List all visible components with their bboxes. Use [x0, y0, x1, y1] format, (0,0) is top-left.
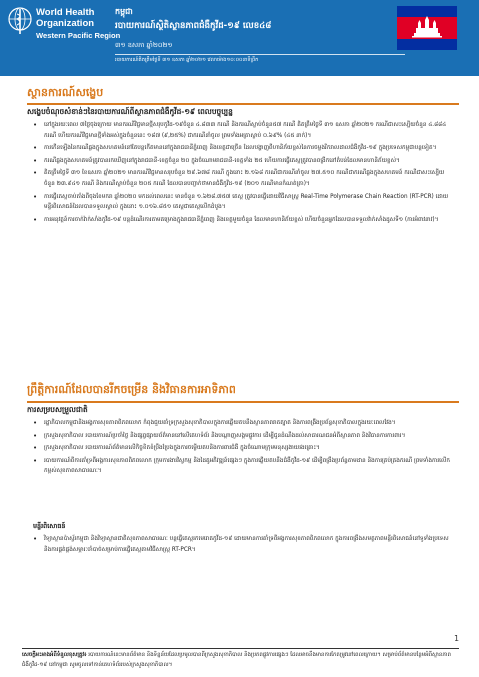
section-rule-activities [27, 401, 459, 403]
summary-bullet: • គិតត្រឹមថ្ងៃទី ៣១ ខែឧសភា ឆ្នាំ២០២១ មានករណីវិជ្ជមានសរុបចំនួន ២៩.៦៧៨ ករណី ក្នុងនោះ ២.១៦៨ ករណីជាករណីនាំចូល ២៧.៥១០ ករណីជាករណីឆ្លងក្នុងសហគមន៍ ករណីជាសះស្បើយចំនួន ២៣.៩៤១ ករណី និងករណីស្លាប់ចំនួន ២០៥ ករណី ដែលបានបញ្ជាក់ថាមានជំងឺកូវីដ-១៩ (២០១ ករណីមានកំណត់ត្រា)។ [33, 168, 453, 189]
coordination-bullet: • ក្រសួងសុខាភិបាល របាយការណ៍ព័ត៌មានលើកិច្ចខិតខំប្រឹងប្រែងក្នុងការចម្លើយតបនិងការពារជំងឺ ក្នុងចំណោមក្រុមមនុស្សងាយរងគ្រោះ។ [33, 443, 453, 454]
coordination-bullet: • របាយការណ៍ពីការគាំទ្រពីអង្គការសុខភាពពិភពលោក ក្រុមការងារវិស្វកម្ម និងដៃគូអភិវឌ្ឍន៍ផ្សេងៗ ក្នុងការឆ្លើយតបនឹងជំងឺកូវីដ-១៩ ដើម្បីពង្រឹងប្រព័ន្ធតាមដាន និងការគ្រប់គ្រងករណី ព្រមទាំងការលើកកម្ពស់សុខភាពសាធារណៈ។ [33, 456, 453, 477]
footer-label: សេចក្ដីអះអាងអំពីទំនួលខុសត្រូវ៖ [22, 652, 87, 658]
section-title-activities: ព្រឹត្តិការណ៍ដែលបានរីកចម្រើន និងវិធានការអាទិភាព [27, 383, 236, 396]
activities-subtitle: ការសម្របសម្រួលជាតិ [27, 405, 88, 414]
laboratory-bullet: • វិទ្យាស្ថានប៉ាស្ទ័រកម្ពុជា និងវិទ្យាស្ថានជាតិសុខភាពសាធារណៈ បន្តធ្វើតេស្តរកមេរោគកូវីដ-១៩ ដោយមានការគាំទ្រពីអង្គការសុខភាពពិភពលោក ក្នុងការពង្រឹងសមត្ថភាពមន្ទីរពិសោធន៍នៅទូទាំងប្រទេស និងការផ្គត់ផ្គង់សម្ភារៈចាំបាច់សម្រាប់ការធ្វើតេស្តតាមវិធីសាស្ត្រ RT-PCR។ [33, 534, 453, 555]
section-title-summary: ស្ថានការណ៍សង្ខេប [27, 86, 104, 99]
who-name-line2: Organization [36, 18, 95, 29]
who-region: Western Pacific Region [36, 31, 121, 40]
section-rule-summary [27, 103, 459, 105]
data-as-of: របាយការណ៍គិតត្រឹមថ្ងៃទី ៣១ ឧសភា ឆ្នាំ២០២១ វេលាម៉ោង១០:០០នាទីព្រឹក [115, 57, 259, 63]
footer-text: របាយការណ៍នេះមានព័ត៌មាន និងទិន្នន័យដែលប្រមូលបានពីក្រសួងសុខាភិបាល និងប្រភពផ្លូវការផ្សេងៗ ដែលអាចនឹងមានការកែតម្រូវនៅពេលក្រោយ។ សម្រាប់ព័ត៌មានបន្ថែមអំពីស្ថានភាពជំងឺកូវីដ-១៩ នៅកម្ពុជា សូមចូលទៅកាន់គេហទំព័ររបស់ក្រសួងសុខាភិបាល។ [22, 652, 451, 668]
coordination-bullet: • ក្រសួងសុខាភិបាល របាយការណ៍ប្រចាំថ្ងៃ និងផ្សព្វផ្សាយព័ត៌មាននៅលើគេហទំព័រ និងបណ្ដាញសង្គមផ្លូវការ ដើម្បីជូនដំណឹងដល់សាធារណជនអំពីស្ថានភាព និងវិធានការការពារ។ [33, 431, 453, 442]
coordination-bullet-list [33, 418, 453, 479]
report-header [0, 0, 479, 76]
summary-bullet: • ករណីឆ្លងក្នុងសហគមន៍ត្រូវបានរកឃើញនៅក្នុងរាជធានី-ខេត្តចំនួន ២០ ក្នុងចំណោមរាជធានី-ខេត្តទាំង ២៥ ហើយការធ្វើតេស្តត្រូវបានពង្រីកនៅតំបន់ដែលមានហានិភ័យខ្ពស់។ [33, 156, 453, 167]
laboratory-bullet-list [33, 534, 453, 557]
page-number: 1 [454, 634, 460, 643]
who-emblem-icon [7, 6, 33, 36]
cambodia-flag-icon [397, 6, 457, 50]
footer-disclaimer [22, 651, 459, 670]
coordination-bullet: • រដ្ឋាភិបាលកម្ពុជានិងអង្គការសុខភាពពិភពលោក កំពុងជួយគាំទ្រក្រសួងសុខាភិបាលក្នុងការឆ្លើយតបនឹងស្ថានភាពរាតត្បាត និងការពង្រឹងប្រព័ន្ធសុខាភិបាលក្នុងរយៈពេលវែង។ [33, 418, 453, 429]
summary-bullet: • ការធ្វើតេស្តចាប់តាំងពីចុងខែមករា ឆ្នាំ២០២០ មកដល់ពេលនេះ មានចំនួន ១.៦២៨.៧៥៧ តេស្ត ត្រូវបានធ្វើដោយវិធីសាស្ត្រ Real-Time Polymerase Chain Reaction (RT-PCR) ដោយមន្ទីរពិសោធន៍ដែលបានទទួលស្គាល់ ក្នុងនោះ ១.០១៦.៨៥១ តេស្តជាតេស្តលើកដំបូង។ [33, 192, 453, 213]
laboratory-heading: មន្ទីរពិសោធន៍ [33, 522, 66, 530]
country-name: កម្ពុជា [115, 7, 133, 16]
summary-bullet-list [33, 120, 453, 227]
who-name-line1: World Health [36, 7, 95, 18]
summary-bullet: • ការកើនឡើងនៃករណីឆ្លងក្នុងសហគមន៍នៅតែបន្តកើតមាននៅក្នុងរាជធានីភ្នំពេញ និងខេត្តជាច្រើន ដែលបង្ហាញពីហានិភ័យខ្ពស់នៃការចម្លងរីករាលដាលជំងឺកូវីដ-១៩ ក្នុងប្រទេសកម្ពុជាបន្តទៀត។ [33, 143, 453, 154]
report-title: របាយការណ៍ស្ថិតិស្ថានភាពជំងឺកូវីដ-១៩ លេខ៤៨ [115, 21, 272, 31]
who-name [36, 7, 94, 29]
summary-subtitle: សង្ខេបចំណុចសំខាន់ៗនៃរបាយការណ៍ពីស្ថានភាពជំងឺកូវីដ-១៩ ពេលបច្ចុប្បន្ន [27, 107, 233, 116]
summary-bullet: • នៅក្នុងរយៈពេល ៧ថ្ងៃចុងក្រោយ មានករណីវិជ្ជមានថ្មីសរុបកូវីដ-១៩ចំនួន ៤.៨៣៣ ករណី និងករណីស្លាប់ចំនួន៥៧ ករណី គិតត្រឹមថ្ងៃទី ៣១ ឧសភា ឆ្នាំ២០២១ ករណីជាសះស្បើយចំនួន ៤.៨៨៤ ករណី ហើយករណីវិជ្ជមានថ្មីទាំងអស់ក្នុងចំនួននេះ ១៨៧ (៩,២៥%) ជាករណីនាំចូល ព្រមទាំងអត្រាស្លាប់ ០.៦៩% (៤៥ នាក់)។ [33, 120, 453, 141]
summary-bullet: • ការអនុវត្តន៍ការចាក់វ៉ាក់សាំងកូវីដ-១៩ បន្តដំណើរការតាមគម្រោងក្នុងរាជធានីភ្នំពេញ និងខេត្តមួយចំនួន ដែលមានហានិភ័យខ្ពស់ ហើយចំនួនអ្នកដែលបានទទួលវ៉ាក់សាំងដូសទី១ (ការអំពាវនាវ)។ [33, 215, 453, 226]
footer-divider [22, 648, 459, 649]
header-divider [115, 54, 405, 55]
report-date: ៣១ ឧសភា ឆ្នាំ២០២១ [115, 41, 173, 49]
